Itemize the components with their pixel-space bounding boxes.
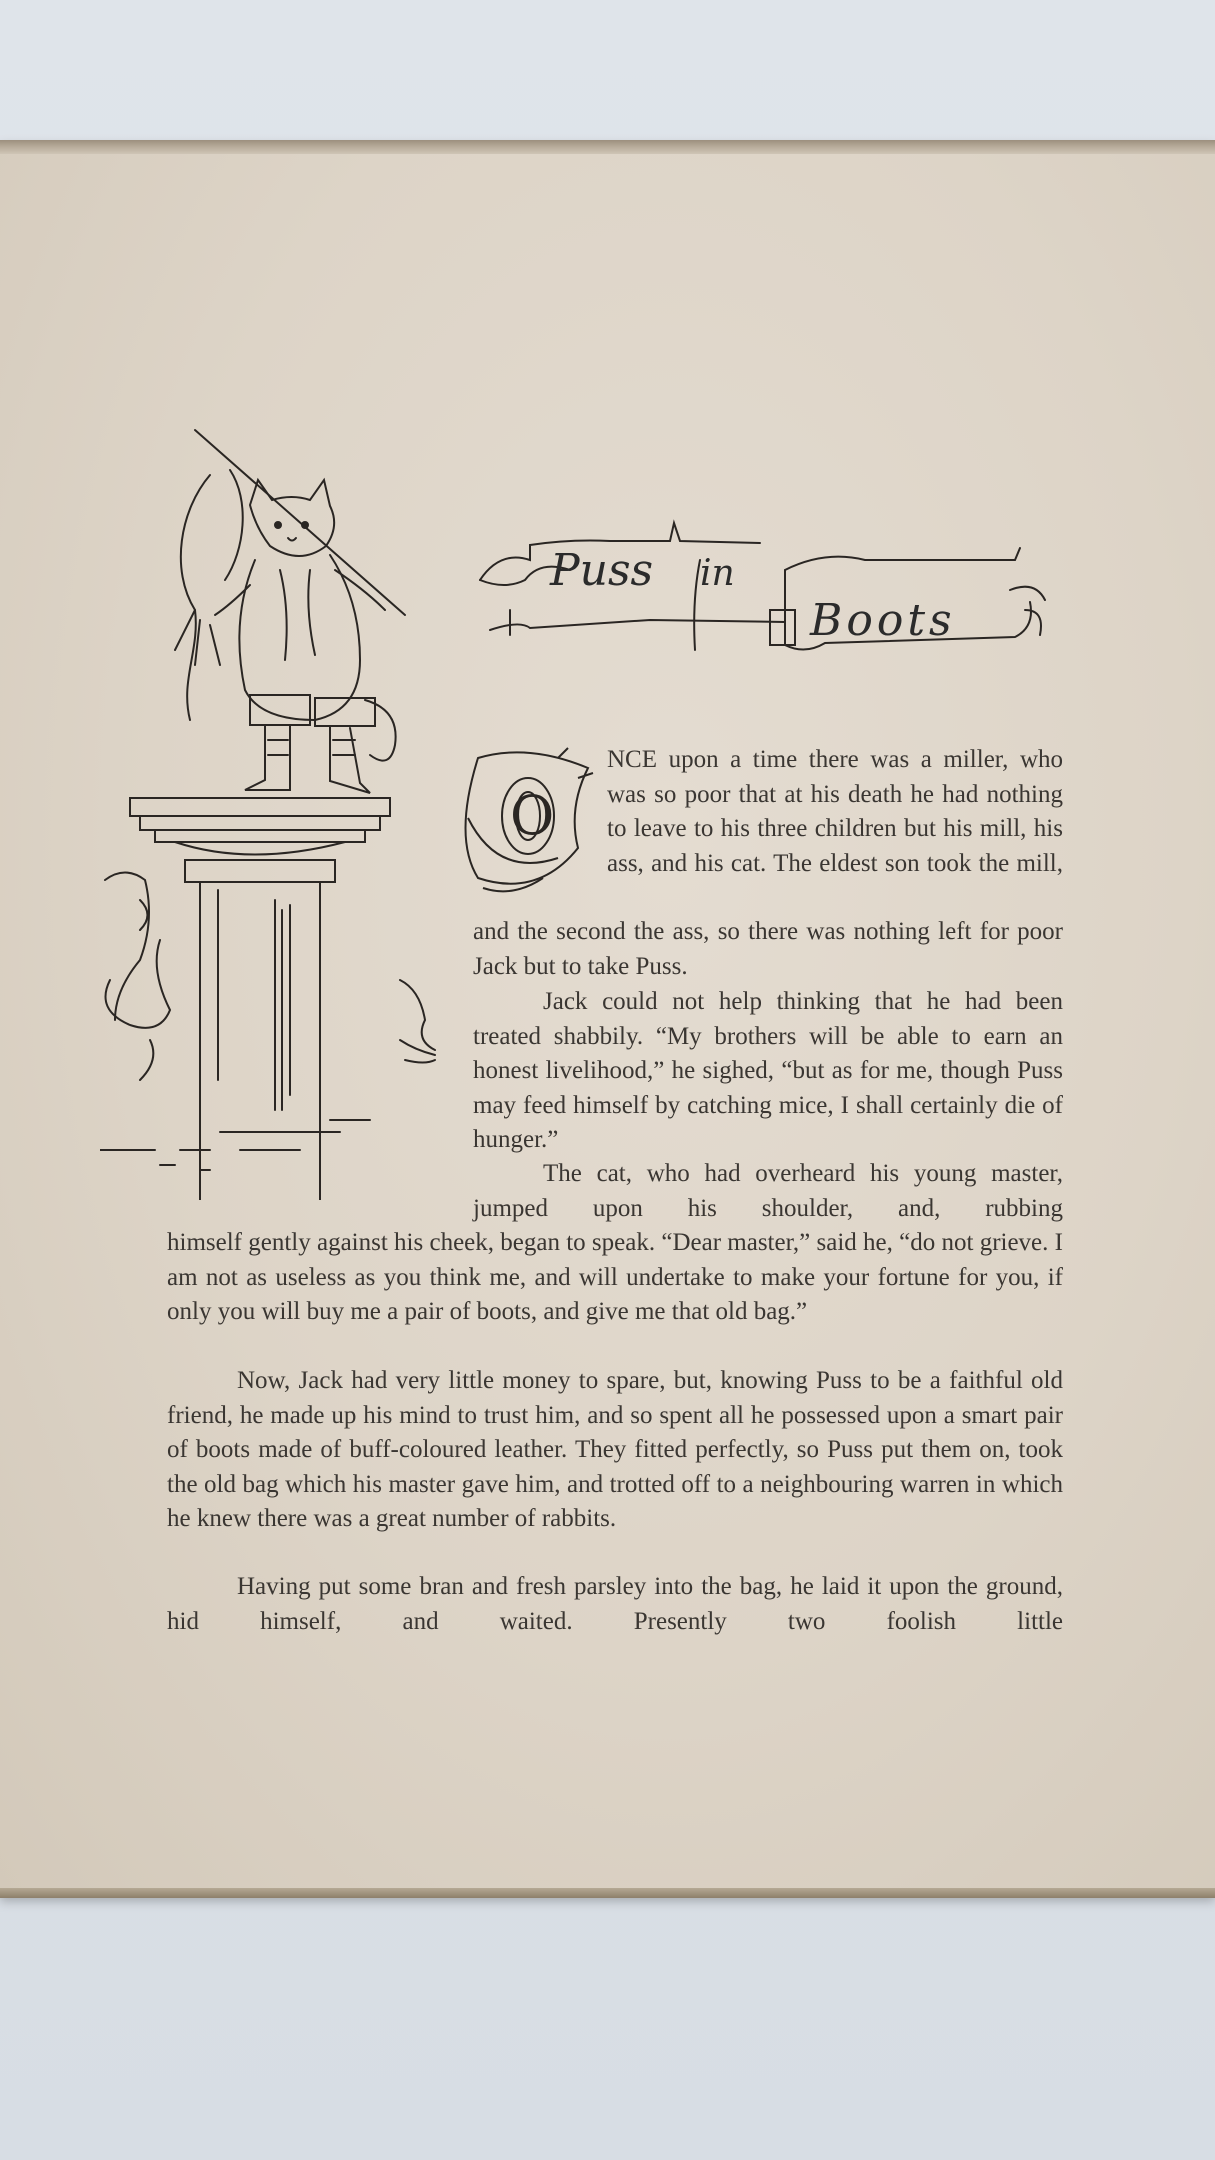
title-in: in [700,553,735,594]
puss-in-boots-illustration [100,420,460,1200]
paragraph-3-top: The cat, who had overheard his young master, jumped upon his shoulder, and, rubbing [473,1160,1063,1222]
paragraph-1-bottom: and the second the ass, so there was nothing left for poor Jack but to take Puss. [473,918,1063,980]
drop-cap-letter: O [510,784,555,847]
paragraph-4: Now, Jack had very little money to spare, but, knowing Puss to be a faithful old friend, he made up his mind to trust him, and so spent all he possessed upon a smart pair of boots made of buff-coloured leather. They fitted perfectly, so Puss put them on, took the old bag which his master gave him, and trotted off to a neighbouring warren in which he knew there was a great number of rabbits. [167,1367,1063,1532]
paragraph-5: Having put some bran and fresh parsley into the bag, he laid it upon the ground, hid himself, and waited. Presently two foolish little [167,1573,1063,1635]
title-boots: Boots [810,595,956,646]
drop-cap [458,738,608,908]
paragraph-1-top: NCE upon a time there was a miller, who was so poor that at his death he had nothing to leave to his three children but his mill, his ass, and his cat. The eldest son took the mill, [607,746,1063,877]
title-puss: Puss [550,545,654,596]
title-banner [470,500,1050,660]
page-bottom-edge [0,1888,1215,1898]
paragraph-3-bottom: himself gently against his cheek, began to speak. “Dear master,” said he, “do not grieve. I am not as useless as you think me, and will undertake to make your fortune for you, if only you will buy me a pair of boots, and give me that old bag.” [167,1229,1063,1325]
page-top-edge [0,140,1215,154]
paragraph-2: Jack could not help thinking that he had been treated shabbily. “My brothers will be able to earn an honest livelihood,” he sighed, “but as for me, though Puss may feed himself by catching mice, I shall certainly die of hunger.” [473,988,1063,1153]
